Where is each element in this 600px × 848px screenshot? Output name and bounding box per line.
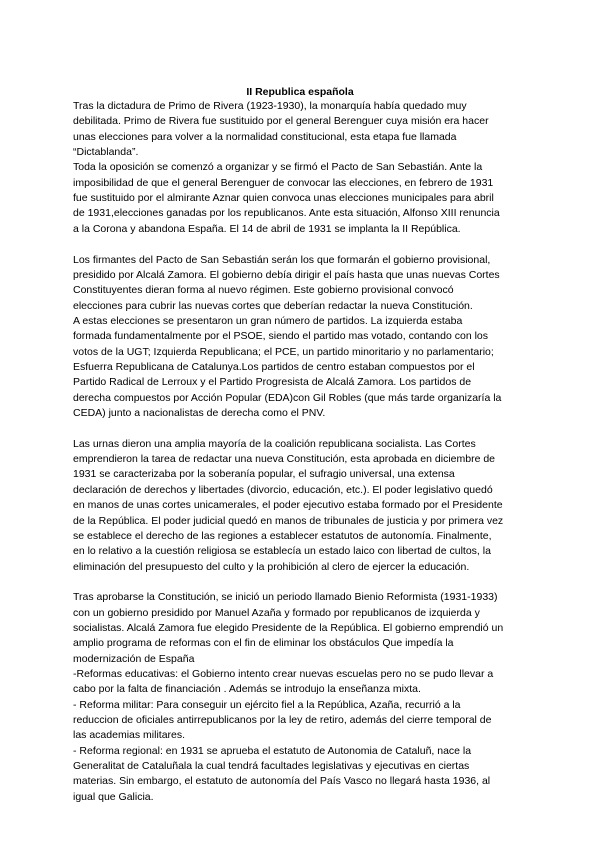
body-text-line: A estas elecciones se presentaron un gran número de partidos. La izquierda estaba (73, 314, 463, 327)
body-text-line: igual que Galicia. (73, 790, 154, 803)
body-text-line: debilitada. Primo de Rivera fue sustituido por el general Berenguer cuya misión era hacer (73, 115, 489, 128)
body-text-line: en lo relativo a la cuestión religiosa se establecía un estado laico con libertad de cultos, la (73, 545, 491, 558)
body-text-line: votos de la UGT; Izquierda Republicana; el PCE, un partido minoritario y no parlamentario; (73, 345, 494, 358)
body-text-line: “Dictablanda”. (73, 146, 139, 159)
body-text-line: materias. Sin embargo, el estatuto de autonomía del País Vasco no llegará hasta 1936, al (73, 775, 491, 788)
body-text-line: Tras la dictadura de Primo de Rivera (1923-1930), la monarquía había quedado muy (73, 100, 467, 112)
body-text-line: de la República. El poder judicial quedó en manos de tribunales de justicia y por primera vez (73, 514, 504, 527)
body-text-line: Partido Radical de Lerroux y el Partido Progresista de Alcalá Zamora. Los partidos de (73, 376, 472, 389)
body-text-line: emprendieron la tarea de redactar una nueva Constitución, esta aprobada en diciembre de (73, 453, 496, 466)
body-text-line: Toda la oposición se comenzó a organizar y se firmó el Pacto de San Sebastián. Ante la (73, 161, 483, 174)
document-title: II Republica española (246, 86, 354, 98)
body-text-line: Esfuerra Republicana de Catalunya.Los partidos de centro estaban compuestos por el (73, 360, 475, 373)
body-text-line: modernización de España (73, 652, 195, 665)
body-text-line: socialistas. Alcalá Zamora fue elegido Presidente de la República. El gobierno emprendió un (73, 621, 504, 634)
body-text-line: eliminación del presupuesto del culto y la prohibición al clero de ejercer la educación. (73, 560, 470, 573)
body-text-line: cabo por la falta de financiación . Además se introdujo la enseñanza mixta. (73, 683, 421, 696)
body-text-line: a la Corona y abandona España. El 14 de abril de 1931 se implanta la II República. (73, 222, 461, 235)
body-text-line: unas elecciones para volver a la normalidad constitucional, esta etapa fue llamada (73, 130, 457, 143)
body-text-line: con un gobierno presidido por Manuel Azaña y formado por republicanos de izquierda y (73, 606, 480, 619)
body-text-line: - Reforma militar: Para conseguir un ejército fiel a la República, Azaña, recurrió a la (73, 698, 461, 711)
body-text-line: -Reformas educativas: el Gobierno intento crear nuevas escuelas pero no se pudo llevar a (73, 667, 494, 680)
body-text-line: derecha compuestos por Acción Popular (EDA)con Gil Robles (que más tarde organizaría la (73, 391, 502, 404)
body-text-line: formada fundamentalmente por el PSOE, siendo el partido mas votado, contando con los (73, 330, 488, 343)
body-text-line: Constituyentes dieran forma al nuevo régimen. Este gobierno provisional convocó (73, 284, 454, 297)
body-text-line: elecciones para cubrir las nuevas cortes que deberían redactar la nueva Constitución. (73, 299, 473, 312)
body-text-line: 1931 se caracterizaba por la soberanía popular, el sufragio universal, una extensa (73, 468, 455, 481)
body-text-line: imposibilidad de que el general Berenguer de convocar las elecciones, en febrero de 1931 (73, 176, 494, 189)
body-text-line: de 1931,elecciones ganadas por los republicanos. Ante esta situación, Alfonso XIII renuncia (73, 207, 500, 220)
body-text-line: presidido por Alcalá Zamora. El gobierno debía dirigir el país hasta que unas nuevas Cortes (73, 268, 500, 281)
body-text-line: se establece el derecho de las regiones a establecer estatutos de autonomía. Finalmente, (73, 529, 492, 542)
body-text-line: amplio programa de reformas con el fin de eliminar los obstáculos Que impedía la (73, 637, 454, 650)
body-text-line: - Reforma regional: en 1931 se aprueba el estatuto de Autonomia de Cataluñ, nace la (73, 744, 472, 757)
body-text-line: CEDA) junto a nacionalistas de derecha como el PNV. (73, 407, 326, 419)
body-text-line: Los firmantes del Pacto de San Sebastián serán los que formarán el gobierno provisional, (73, 253, 491, 266)
body-text-line: en manos de unas cortes unicamerales, el poder ejecutivo estaba formado por el Presidente (73, 499, 503, 512)
body-text-line: Las urnas dieron una amplia mayoría de la coalición republicana socialista. Las Cortes (73, 437, 476, 450)
body-text-line: las academias militares. (73, 729, 186, 742)
body-text-line: Generalitat de Cataluñala la cual tendrá facultades legislativas y ejecutivas en ciertas (73, 760, 470, 772)
body-text-line: fue sustituido por el almirante Aznar quien convoca unas elecciones municipales para abril (73, 192, 494, 205)
body-text-line: declaración de derechos y libertades (divorcio, educación, etc.). El poder legislativo quedó (73, 483, 493, 496)
body-text-line: reduccion de oficiales antirrepublicanos por la ley de retiro, además del cierre temporal de (73, 714, 492, 726)
body-text-line: Tras aprobarse la Constitución, se inició un periodo llamado Bienio Reformista (1931-1933) (73, 591, 498, 604)
